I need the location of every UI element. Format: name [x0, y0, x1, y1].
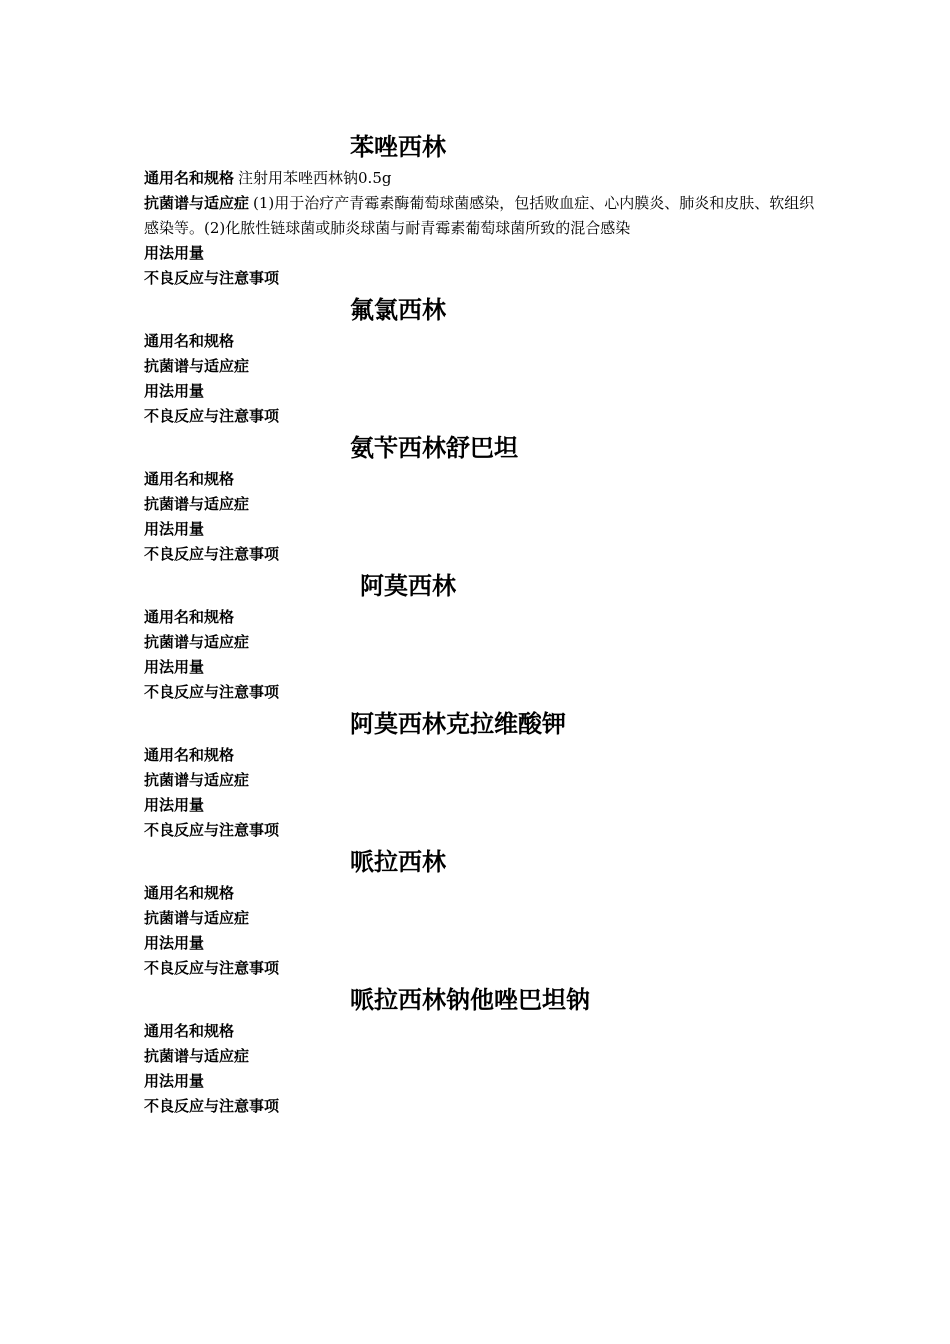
indication-row	[144, 354, 824, 379]
drug-section	[144, 128, 824, 291]
usage-label: 用法用量	[144, 520, 205, 538]
indication-row	[144, 492, 824, 517]
drug-title: 氟氯西林	[350, 296, 446, 324]
indication-row	[144, 1044, 824, 1069]
usage-label: 用法用量	[144, 658, 205, 676]
usage-label: 用法用量	[144, 934, 205, 952]
spec-row	[144, 329, 824, 354]
document-page	[144, 128, 824, 1119]
drug-title: 苯唑西林	[350, 133, 446, 161]
indication-label: 抗菌谱与适应症	[144, 357, 250, 375]
usage-row	[144, 1069, 824, 1094]
drug-title: 阿莫西林克拉维酸钾	[350, 710, 566, 738]
drug-title: 哌拉西林	[350, 848, 446, 876]
indication-row	[144, 630, 824, 655]
drug-section	[144, 429, 824, 567]
drug-title: 哌拉西林钠他唑巴坦钠	[350, 986, 590, 1014]
adverse-row	[144, 542, 824, 567]
spec-label: 通用名和规格	[144, 884, 235, 902]
spec-row	[144, 605, 824, 630]
indication-label: 抗菌谱与适应症	[144, 633, 250, 651]
adverse-label: 不良反应与注意事项	[144, 821, 280, 839]
adverse-row	[144, 404, 824, 429]
adverse-row	[144, 680, 824, 705]
adverse-row	[144, 266, 824, 291]
drug-section	[144, 567, 824, 705]
indication-row	[144, 906, 824, 931]
adverse-label: 不良反应与注意事项	[144, 269, 280, 287]
spec-value: 注射用苯唑西林钠0.5g	[238, 169, 392, 187]
drug-section	[144, 291, 824, 429]
spec-row	[144, 1019, 824, 1044]
adverse-label: 不良反应与注意事项	[144, 407, 280, 425]
adverse-row	[144, 818, 824, 843]
indication-row	[144, 191, 824, 241]
drug-section	[144, 981, 824, 1119]
indication-label: 抗菌谱与适应症	[144, 771, 250, 789]
spec-row	[144, 881, 824, 906]
usage-label: 用法用量	[144, 244, 205, 262]
usage-label: 用法用量	[144, 382, 205, 400]
usage-row	[144, 793, 824, 818]
adverse-row	[144, 956, 824, 981]
drug-title: 阿莫西林	[360, 572, 456, 600]
adverse-label: 不良反应与注意事项	[144, 683, 280, 701]
spec-label: 通用名和规格	[144, 169, 235, 187]
usage-row	[144, 655, 824, 680]
drug-title: 氨苄西林舒巴坦	[350, 434, 518, 462]
spec-label: 通用名和规格	[144, 470, 235, 488]
indication-row	[144, 768, 824, 793]
adverse-row	[144, 1094, 824, 1119]
adverse-label: 不良反应与注意事项	[144, 959, 280, 977]
usage-row	[144, 517, 824, 542]
drug-section	[144, 705, 824, 843]
adverse-label: 不良反应与注意事项	[144, 1097, 280, 1115]
spec-row	[144, 467, 824, 492]
usage-label: 用法用量	[144, 796, 205, 814]
drug-section	[144, 843, 824, 981]
indication-label: 抗菌谱与适应症	[144, 909, 250, 927]
usage-row	[144, 379, 824, 404]
indication-label: 抗菌谱与适应症	[144, 194, 250, 212]
indication-value: (1)用于治疗产青霉素酶葡萄球菌感染，包括败血症、心内膜炎、肺炎和皮肤、软组织感染等。(2)化脓性链球菌或肺炎球菌与耐青霉素葡萄球菌所致的混合感染	[144, 194, 815, 237]
spec-label: 通用名和规格	[144, 746, 235, 764]
adverse-label: 不良反应与注意事项	[144, 545, 280, 563]
usage-row	[144, 931, 824, 956]
indication-label: 抗菌谱与适应症	[144, 495, 250, 513]
spec-label: 通用名和规格	[144, 608, 235, 626]
spec-row	[144, 743, 824, 768]
spec-label: 通用名和规格	[144, 332, 235, 350]
spec-label: 通用名和规格	[144, 1022, 235, 1040]
usage-row	[144, 241, 824, 266]
usage-label: 用法用量	[144, 1072, 205, 1090]
indication-label: 抗菌谱与适应症	[144, 1047, 250, 1065]
spec-row	[144, 166, 824, 191]
